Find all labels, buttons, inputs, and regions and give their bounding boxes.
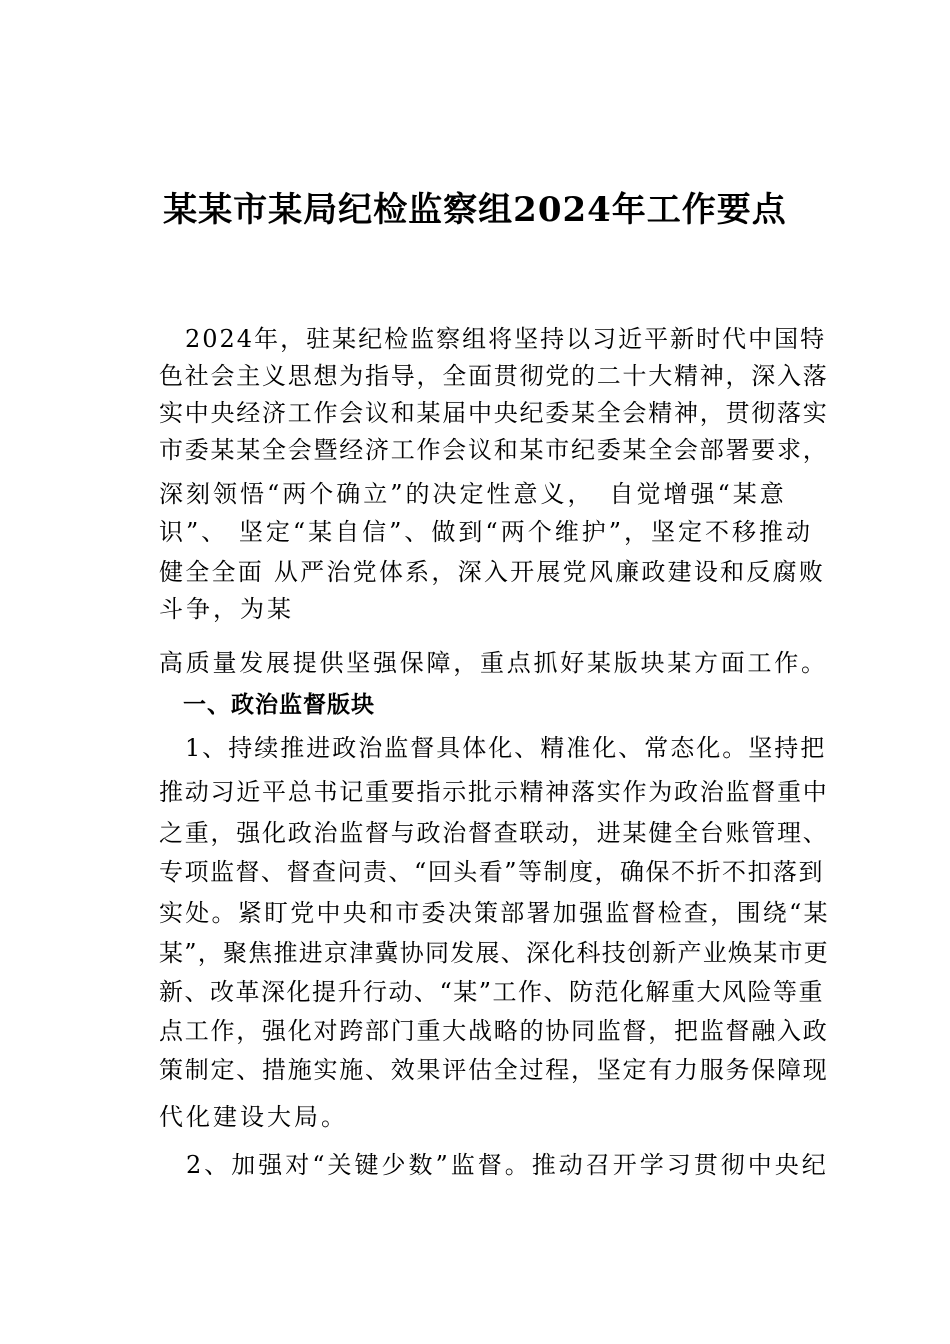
paragraph-line: 深刻领悟“两个确立”的决定性意义， 自觉增强“某意 (159, 480, 787, 508)
paragraph-line: 某”，聚焦推进京津冀协同发展、深化科技创新产业焕某市更 (159, 939, 830, 967)
paragraph-line: 点工作，强化对跨部门重大战略的协同监督，把监督融入政 (159, 1017, 829, 1045)
paragraph-line: 2024年，驻某纪检监察组将坚持以习近平新时代中国特 (159, 325, 827, 353)
paragraph-line: 实中央经济工作会议和某届中央纪委某全会精神，贯彻落实 (159, 399, 829, 427)
paragraph-line: 色社会主义思想为指导，全面贯彻党的二十大精神，深入落 (159, 362, 829, 390)
paragraph-line: 策制定、措施实施、效果评估全过程，坚定有力服务保障现 (159, 1056, 829, 1084)
paragraph-line: 1、持续推进政治监督具体化、精准化、常态化。坚持把 (159, 734, 827, 762)
paragraph-line: 市委某某全会暨经济工作会议和某市纪委某全会部署要求， (159, 436, 829, 464)
paragraph-line: 专项监督、督查问责、“回头看”等制度，确保不折不扣落到 (159, 858, 825, 886)
paragraph-line: 新、改革深化提升行动、“某”工作、防范化解重大风险等重 (159, 978, 825, 1006)
paragraph-line: 2、加强对“关键少数”监督。推动召开学习贯彻中央纪 (159, 1151, 829, 1179)
paragraph-line: 实处。紧盯党中央和市委决策部署加强监督检查，围绕“某 (159, 899, 830, 927)
paragraph-line: 识”、 坚定“某自信”、做到“两个维护”，坚定不移推动 (159, 518, 813, 546)
paragraph-line: 代化建设大局。 (159, 1103, 348, 1131)
paragraph-line: 健全全面 从严治党体系，深入开展党风廉政建设和反腐败 (159, 558, 826, 586)
paragraph-line: 之重，强化政治监督与政治督查联动，进某健全台账管理、 (159, 819, 829, 847)
paragraph-line: 高质量发展提供坚强保障，重点抓好某版块某方面工作。 (159, 649, 828, 677)
paragraph-line: 斗争，为某 (159, 595, 294, 623)
document-title: 某某市某局纪检监察组2024年工作要点 (163, 190, 787, 230)
section-heading: 一、政治监督版块 (159, 692, 375, 718)
paragraph-line: 推动习近平总书记重要指示批示精神落实作为政治监督重中 (159, 778, 829, 806)
